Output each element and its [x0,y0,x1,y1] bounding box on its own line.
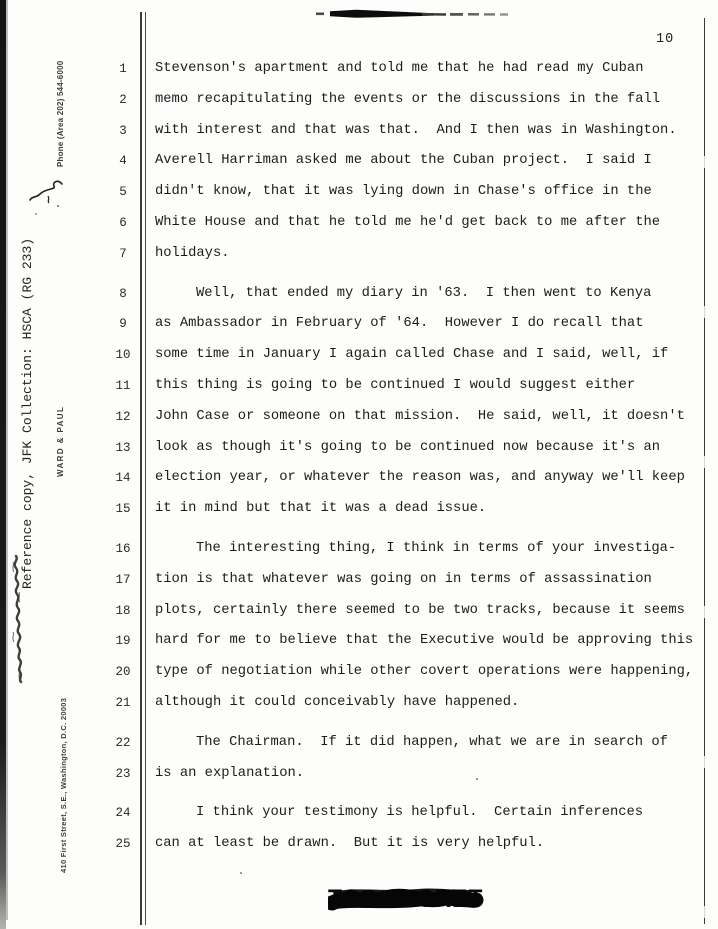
top-secret-stamp-text: TOP SECRET [328,885,484,913]
line-text: as Ambassador in February of '64. However I do recall that [155,316,644,332]
transcript-line-row [110,835,712,866]
line-text: although it could conceivably have happened. [155,694,520,710]
line-number: 2 [119,92,127,107]
line-text: hard for me to believe that the Executive would be approving this [155,633,694,649]
transcript-line-row [110,346,712,377]
transcript-line-row [110,571,712,602]
line-number: 11 [115,378,131,393]
line-number: 16 [115,541,131,556]
line-text: The Chairman. If it did happen, what we are in search of [196,734,668,750]
transcript-line-row [110,694,712,725]
transcript-line-row [110,245,712,276]
scan-speck [476,778,478,780]
line-text: tion is that whatever was going on in terms of assassination [155,571,652,587]
page-number: 10 [656,32,675,47]
line-text: didn't know, that it was lying down in Chase's office in the [155,184,652,200]
line-text: The interesting thing, I think in terms of your investiga- [196,540,677,556]
transcript-line-row [110,315,712,346]
transcript-line-row [110,765,712,796]
line-text: John Case or someone on that mission. He said, well, it doesn't [155,408,685,424]
line-number: 1 [119,62,127,76]
line-text: Well, that ended my diary in '63. I then went to Kenya [196,285,652,301]
margin-reporter-name: WARD & PAUL [56,405,65,477]
scan-speck [240,872,242,874]
transcript-line-row [110,122,712,153]
transcript-line-row [110,91,712,122]
line-number: 21 [115,695,131,710]
line-number: 24 [115,806,131,821]
line-number: 5 [119,185,127,200]
line-number: 23 [115,766,131,781]
line-number: 8 [119,286,127,301]
line-number: 7 [119,246,127,261]
transcript-line-row [110,540,712,571]
transcript-line-row [110,804,712,835]
redaction-blob-icon [328,883,498,917]
line-text: election year, or whatever the reason was, and anyway we'll keep [155,470,685,486]
transcript-line-row [110,632,712,663]
line-number: 20 [115,665,131,680]
line-number: 17 [115,572,131,587]
line-number: 4 [119,154,127,169]
line-text: Averell Harriman asked me about the Cuban project. I said I [155,153,652,169]
line-text: memo recapitulating the events or the discussions in the fall [155,91,661,107]
transcript-line-row [110,602,712,633]
line-number: 9 [119,317,127,332]
transcript-line-row [110,214,712,245]
line-text: it in mind but that it was a dead issue. [155,501,487,517]
line-text: can at least be drawn. But it is very helpful. [155,836,545,852]
transcript-lines [110,60,712,866]
line-number: 25 [115,837,131,852]
margin-address-text: 410 First Street, S.E., Washington, D.C. 20003 [59,697,68,873]
line-number: 14 [115,471,131,486]
line-number: 3 [119,123,127,138]
line-text: Stevenson's apartment and told me that he had read my Cuban [155,61,644,76]
line-number: 6 [119,215,127,230]
line-text: White House and that he told me he'd get back to me after the [155,214,661,230]
transcript-line-row [110,377,712,408]
line-number: 15 [115,502,131,517]
line-text: look as though it's going to be continued now because it's an [155,439,661,455]
line-text: type of negotiation while other covert operations were happening, [155,664,694,680]
transcript-line-row [110,152,712,183]
margin-phone-text: Phone (Area 202) 544-6000 [56,60,65,167]
line-text: I think your testimony is helpful. Certain inferences [196,805,644,821]
line-text: this thing is going to be continued I would suggest either [155,377,636,393]
transcript-line-row [110,734,712,765]
line-number: 18 [115,603,131,618]
illegible-stamp-scribble-icon [5,552,27,704]
transcript-line-row [110,183,712,214]
line-number: 19 [115,634,131,649]
transcript-line-row [110,439,712,470]
transcript-line-row [110,60,712,91]
line-text: holidays. [155,245,230,261]
line-number: 12 [115,409,131,424]
transcript-line-row [110,285,712,316]
top-secret-stamp [328,883,498,917]
transcript-line-row [110,408,712,439]
transcript-line-row [110,469,712,500]
line-text: some time in January I again called Chase and I said, well, if [155,347,669,363]
redaction-scribble-icon [314,5,514,23]
line-number: 10 [115,348,131,363]
line-text: is an explanation. [155,765,305,781]
handwritten-mark-icon [24,176,68,226]
transcript-line-row [110,500,712,531]
line-text: with interest and that was that. And I then was in Washington. [155,122,677,138]
line-text: plots, certainly there seemed to be two tracks, because it seems [155,602,685,618]
transcript-line-row [110,663,712,694]
scan-edge-strip-light [6,0,8,920]
line-number: 13 [115,440,131,455]
margin-reference-copy-text: Reference copy, JFK Collection: HSCA (RG 233) [20,237,35,589]
line-number: 22 [115,735,131,750]
